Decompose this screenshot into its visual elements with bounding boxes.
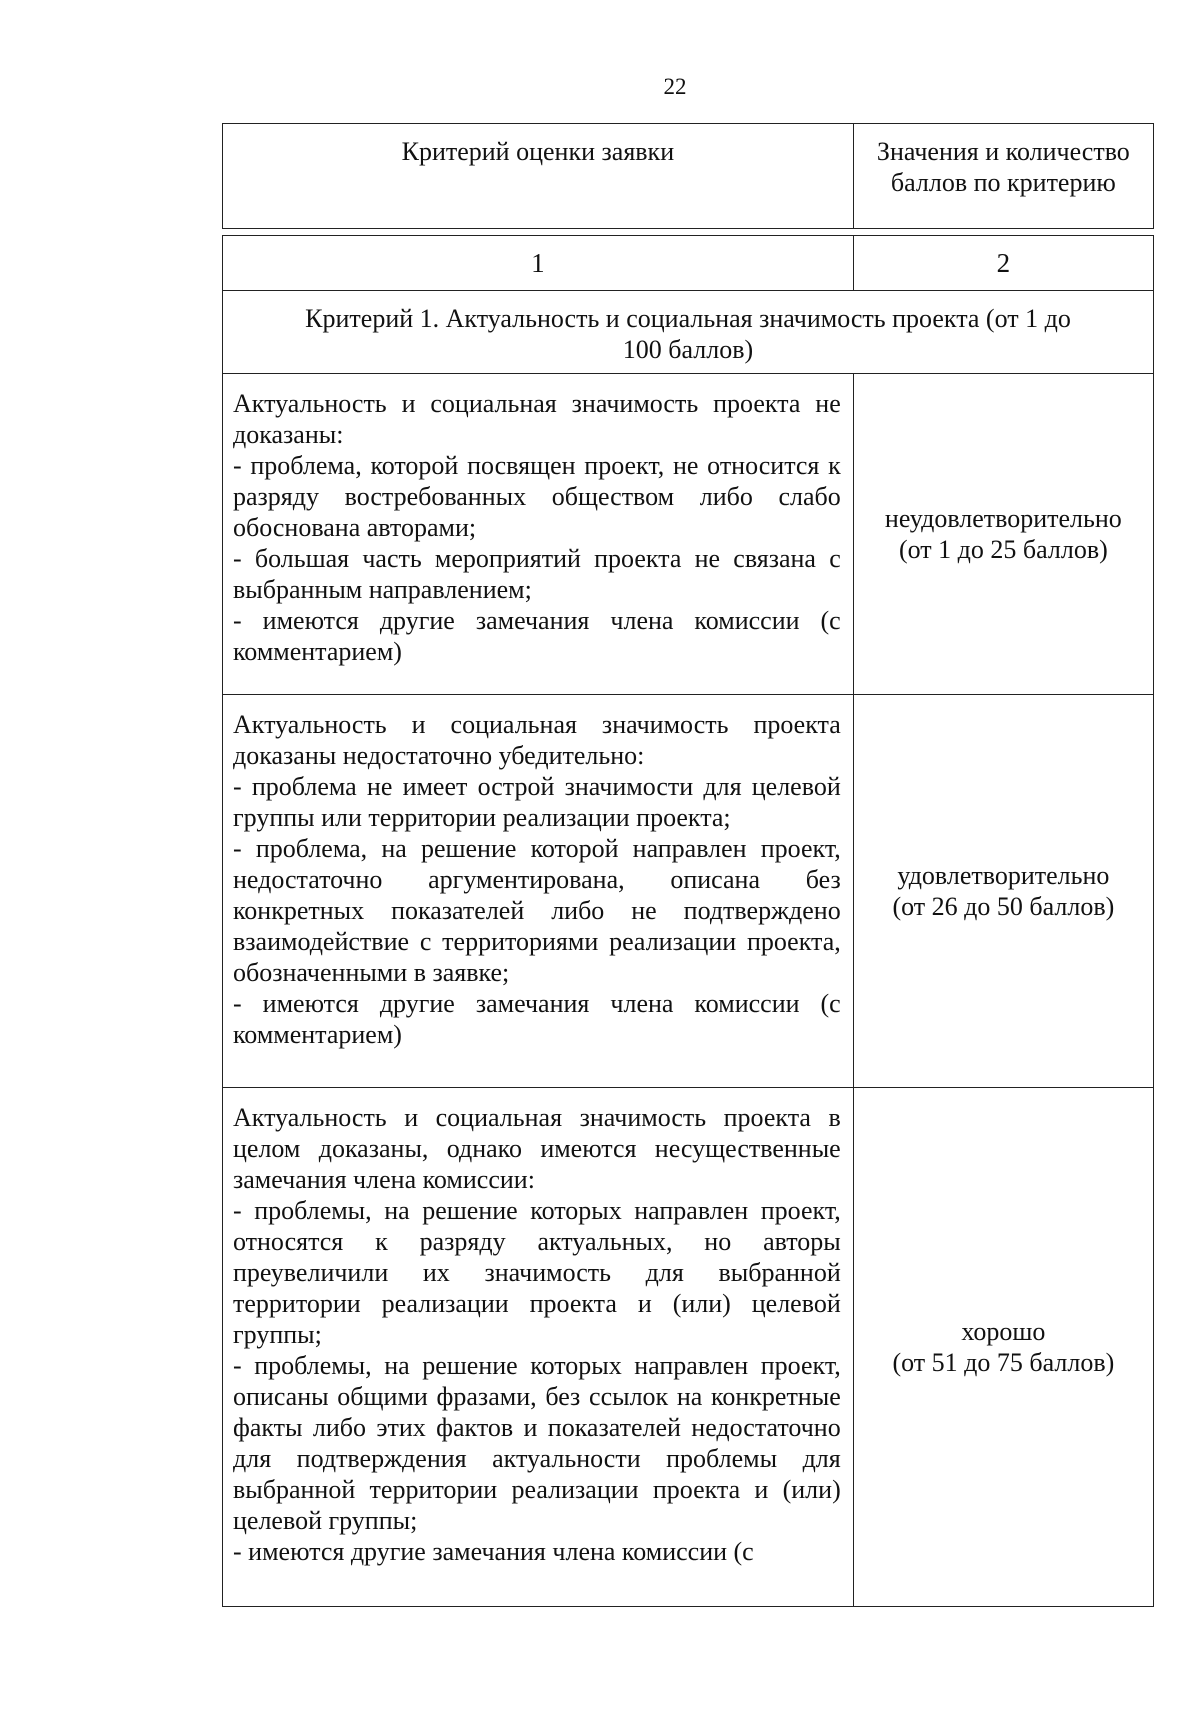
row-score	[853, 1088, 1153, 1607]
header-values	[853, 124, 1153, 229]
header-values-line2: баллов по критерию	[890, 168, 1116, 197]
table-row	[223, 695, 1154, 1088]
rating-label: неудовлетворительно	[884, 504, 1122, 533]
page-number: 22	[663, 74, 687, 99]
row-score	[853, 695, 1153, 1088]
table-row	[223, 1088, 1154, 1607]
header-criterion-label: Критерий оценки заявки	[401, 137, 675, 166]
description-line: - проблемы, на решение которых направлен проект, описаны общими фразами, без ссылок на конкретные факты либо этих фактов и показателей недостаточно для подтверждения актуальности проблемы для выбранной территории реализации проекта и (или) целевой группы;	[233, 1351, 841, 1535]
row-description	[223, 695, 854, 1088]
header-criterion	[223, 124, 854, 229]
table-row	[223, 374, 1154, 695]
description-line: - проблема, которой посвящен проект, не относится к разряду востребованных обществом либо слабо обоснована авторами;	[233, 451, 841, 542]
description-line: - имеются другие замечания члена комиссии (с комментарием)	[233, 989, 841, 1049]
criterion-title-row	[223, 291, 1154, 374]
row-description	[223, 374, 854, 695]
description-line: - большая часть мероприятий проекта не связана с выбранным направлением;	[233, 544, 841, 604]
table-header-row	[223, 124, 1154, 229]
criterion-title-line1: Критерий 1. Актуальность и социальная значимость проекта (от 1 до	[305, 304, 1071, 333]
header-values-line1: Значения и количество	[876, 137, 1130, 166]
rating-label: хорошо	[961, 1317, 1046, 1346]
description-line: - проблемы, на решение которых направлен проект, относятся к разряду актуальных, но авторы преувеличили их значимость для выбранной территории реализации проекта и (или) целевой группы;	[233, 1196, 841, 1349]
description-line: - проблема не имеет острой значимости для целевой группы или территории реализации проекта;	[233, 772, 841, 832]
criteria-table	[222, 123, 1154, 1607]
header-separator	[223, 229, 1154, 236]
column-number-2: 2	[853, 236, 1153, 291]
points-range: (от 1 до 25 баллов)	[898, 535, 1108, 564]
points-range: (от 26 до 50 баллов)	[892, 892, 1115, 921]
criterion-title-line2: 100 баллов)	[622, 335, 754, 364]
row-score	[853, 374, 1153, 695]
description-line: - имеются другие замечания члена комиссии (с	[233, 1537, 754, 1566]
points-range: (от 51 до 75 баллов)	[892, 1348, 1115, 1377]
description-line: - проблема, на решение которой направлен проект, недостаточно аргументирована, описана без конкретных показателей либо не подтверждено взаимодействие с территориями реализации проекта, обозначенными в заявке;	[233, 834, 841, 987]
column-number-row	[223, 236, 1154, 291]
criterion-title	[223, 291, 1154, 374]
description-line: Актуальность и социальная значимость проекта не доказаны:	[233, 389, 841, 449]
description-line: - имеются другие замечания члена комиссии (с комментарием)	[233, 606, 841, 666]
description-line: Актуальность и социальная значимость проекта в целом доказаны, однако имеются несущественные замечания члена комиссии:	[233, 1103, 841, 1194]
description-line: Актуальность и социальная значимость проекта доказаны недостаточно убедительно:	[233, 710, 841, 770]
column-number-1: 1	[223, 236, 854, 291]
row-description	[223, 1088, 854, 1607]
rating-label: удовлетворительно	[897, 861, 1110, 890]
